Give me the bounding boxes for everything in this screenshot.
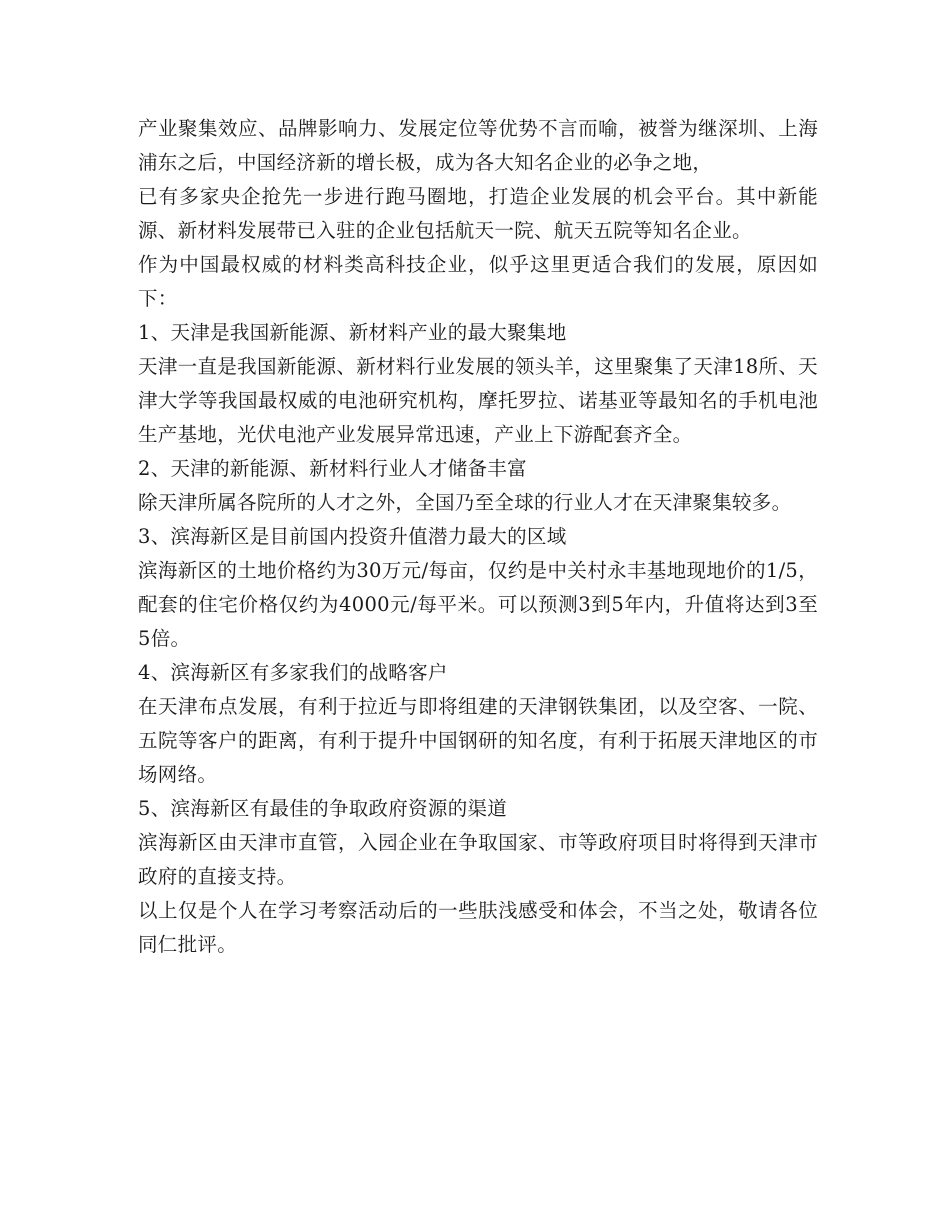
paragraph-reason-4: 在天津布点发展，有利于拉近与即将组建的天津钢铁集团，以及空客、一院、五院等客户的距离，有利于提升中国钢研的知名度，有利于拓展天津地区的市场网络。	[138, 695, 818, 786]
document-body	[138, 112, 818, 962]
paragraph-reasons-lead: 作为中国最权威的材料类高科技企业，似乎这里更适合我们的发展，原因如下：	[138, 253, 818, 310]
heading-reason-2: 2、天津的新能源、新材料行业人才储备丰富	[138, 457, 527, 480]
paragraph-reason-1: 天津一直是我国新能源、新材料行业发展的领头羊，这里聚集了天津18所、天津大学等我国最权威的电池研究机构，摩托罗拉、诺基亚等最知名的手机电池生产基地，光伏电池产业发展异常迅速，产业上下游配套齐全。	[138, 355, 818, 446]
heading-reason-5: 5、滨海新区有最佳的争取政府资源的渠道	[138, 797, 508, 820]
paragraph-reason-2: 除天津所属各院所的人才之外，全国乃至全球的行业人才在天津聚集较多。	[138, 491, 792, 514]
heading-reason-3: 3、滨海新区是目前国内投资升值潜力最大的区域	[138, 525, 567, 548]
paragraph-closing: 以上仅是个人在学习考察活动后的一些肤浅感受和体会，不当之处，敬请各位同仁批评。	[138, 899, 818, 956]
paragraph-reason-5: 滨海新区由天津市直管，入园企业在争取国家、市等政府项目时将得到天津市政府的直接支持。	[138, 831, 818, 888]
paragraph-reason-3: 滨海新区的土地价格约为30万元/每亩，仅约是中关村永丰基地现地价的1/5，配套的住宅价格仅约为4000元/每平米。可以预测3到5年内，升值将达到3至5倍。	[138, 559, 818, 650]
heading-reason-4: 4、滨海新区有多家我们的战略客户	[138, 661, 448, 684]
heading-reason-1: 1、天津是我国新能源、新材料产业的最大聚集地	[138, 321, 567, 344]
paragraph-intro-2: 已有多家央企抢先一步进行跑马圈地，打造企业发展的机会平台。其中新能源、新材料发展带已入驻的企业包括航天一院、航天五院等知名企业。	[138, 185, 818, 242]
paragraph-intro-1: 产业聚集效应、品牌影响力、发展定位等优势不言而喻，被誉为继深圳、上海浦东之后，中国经济新的增长极，成为各大知名企业的必争之地，	[138, 117, 818, 174]
